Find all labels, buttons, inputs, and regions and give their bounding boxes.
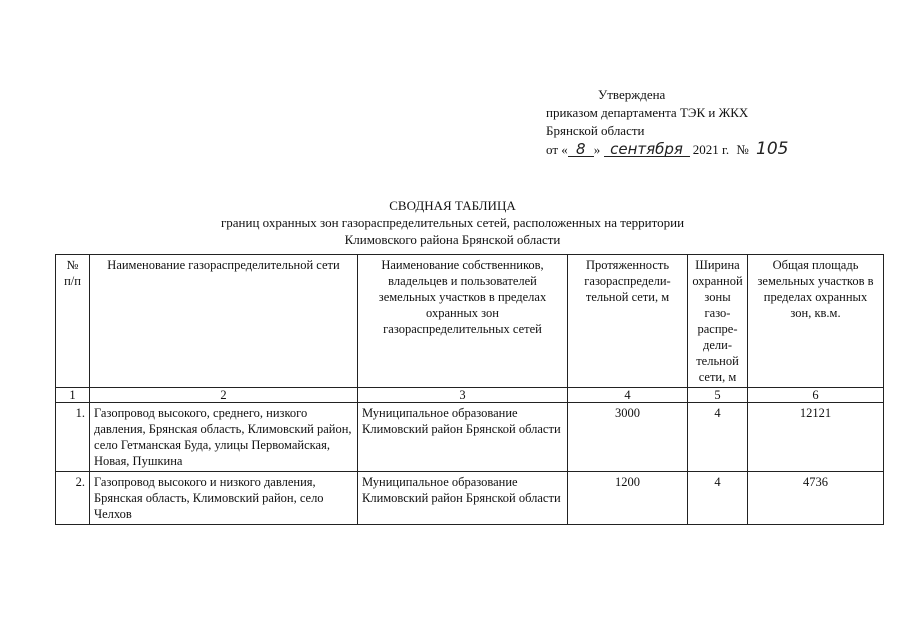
- document-subtitle-region: Климовского района Брянской области: [344, 232, 561, 247]
- approval-date-line: [546, 140, 846, 159]
- date-mid: »: [593, 142, 601, 157]
- table-header-row: [56, 255, 884, 388]
- approval-title: Утверждена: [598, 87, 666, 102]
- column-number: 1: [56, 388, 90, 403]
- network-name: Газопровод высокого, среднего, низкого давления, Брянская область, Климовский район, село Гетманская Буда, улицы Первомайская, Новая, Пушкина: [90, 403, 358, 472]
- network-length: 1200: [568, 472, 688, 525]
- document-subtitle: границ охранных зон газораспределительных сетей, расположенных на территории: [220, 215, 685, 230]
- date-prefix: от «: [546, 142, 568, 157]
- approval-region: Брянской области: [546, 123, 645, 138]
- land-area: 4736: [748, 472, 884, 525]
- summary-table: [55, 254, 884, 525]
- column-number: 3: [358, 388, 568, 403]
- approval-block: [546, 86, 846, 159]
- column-number: 6: [748, 388, 884, 403]
- network-length: 3000: [568, 403, 688, 472]
- owner-name: Муниципальное образование Климовский район Брянской области: [358, 403, 568, 472]
- order-number: 105: [756, 139, 789, 159]
- header-index: № п/п: [56, 255, 90, 388]
- table-row: [56, 472, 884, 525]
- header-network: Наименование газораспределительной сети: [90, 255, 358, 388]
- header-owners: Наименование собственников, владельцев и пользователей земельных участков в пределах охранных зон газораспределительных сетей: [358, 255, 568, 388]
- approval-issuer: приказом департамента ТЭК и ЖКХ: [546, 105, 749, 120]
- number-sign: №: [736, 142, 749, 157]
- land-area: 12121: [748, 403, 884, 472]
- date-month: сентября: [604, 142, 690, 157]
- date-year: 2021 г.: [692, 142, 730, 157]
- column-number-row: [56, 388, 884, 403]
- column-number: 5: [688, 388, 748, 403]
- document-heading: СВОДНАЯ ТАБЛИЦА: [389, 198, 516, 213]
- column-number: 2: [90, 388, 358, 403]
- header-area: Общая площадь земельных участков в пределах охранных зон, кв.м.: [748, 255, 884, 388]
- zone-width: 4: [688, 403, 748, 472]
- owner-name: Муниципальное образование Климовский район Брянской области: [358, 472, 568, 525]
- network-name: Газопровод высокого и низкого давления, Брянская область, Климовский район, село Челхов: [90, 472, 358, 525]
- header-zone-width: Ширина охранной зоны газо-распре-дели-тельной сети, м: [688, 255, 748, 388]
- row-number: 2.: [56, 472, 90, 525]
- zone-width: 4: [688, 472, 748, 525]
- table-row: [56, 403, 884, 472]
- header-length: Протяженность газораспредели-тельной сети, м: [568, 255, 688, 388]
- date-day: 8: [568, 142, 594, 157]
- row-number: 1.: [56, 403, 90, 472]
- column-number: 4: [568, 388, 688, 403]
